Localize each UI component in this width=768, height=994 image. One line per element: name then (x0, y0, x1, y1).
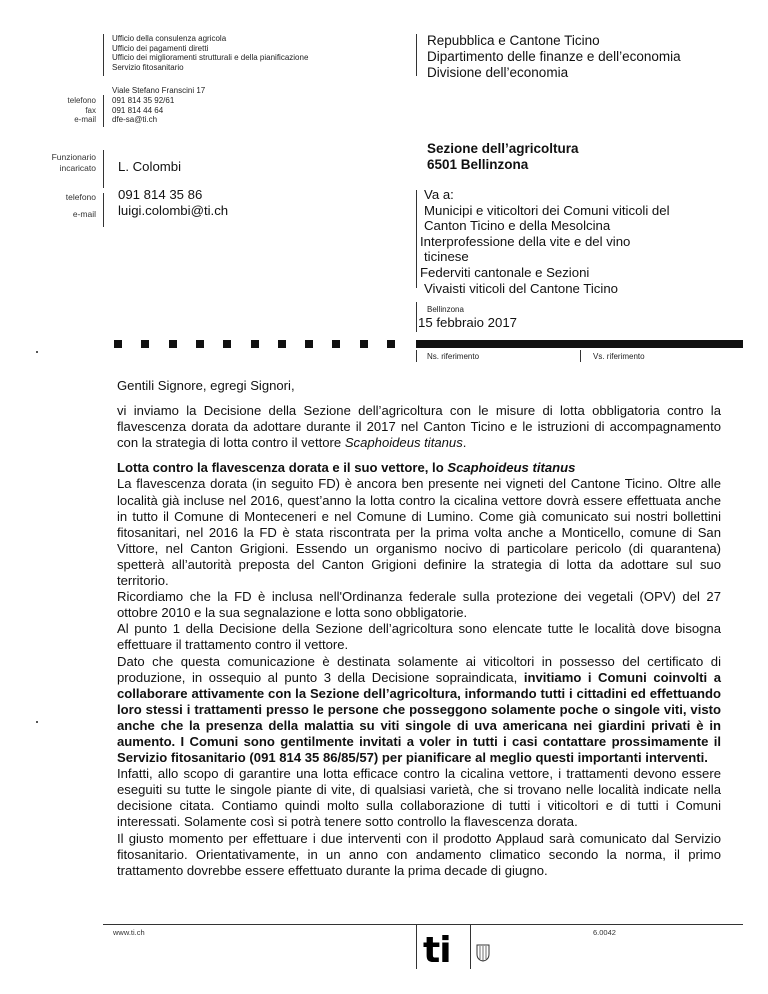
letter-body (117, 378, 721, 879)
official-email-label: e-mail (72, 209, 96, 219)
heading-species: Scaphoideus titanus (447, 460, 576, 476)
separator-square (387, 340, 395, 348)
intro-end: . (462, 435, 467, 451)
phone-label: telefono (67, 96, 96, 105)
separator-square (305, 340, 313, 348)
margin-dot (36, 351, 38, 353)
contact-rule (103, 95, 104, 127)
official-label-line: Funzionario (51, 152, 96, 162)
canton-shield-icon (476, 944, 490, 967)
separator-square (332, 340, 340, 348)
section-name: Sezione dell’agricoltura (427, 141, 579, 156)
contact-labels (40, 96, 96, 125)
footer-rule (103, 924, 743, 925)
office-phone: 091 814 35 92/61 (112, 96, 175, 105)
ti-logo: ti (423, 930, 451, 971)
ref-rule-ours (416, 350, 417, 362)
section-city: 6501 Bellinzona (427, 157, 529, 172)
office-line: Ufficio dei miglioramenti strutturali e della pianificazione (112, 53, 309, 62)
office-list (112, 34, 308, 72)
division-line: Divisione dell’economia (427, 65, 569, 80)
intro-paragraph (117, 403, 721, 451)
office-line: Servizio fitosanitario (112, 62, 184, 72)
fax-label: fax (85, 105, 96, 115)
ref-yours: Vs. riferimento (593, 352, 645, 361)
header-rule (103, 34, 104, 76)
republic-line: Repubblica e Cantone Ticino (427, 33, 600, 48)
intro-text: vi inviamo la Decisione della Sezione dell’agricoltura con le misure di lotta obbligatoria contro la flavescenza dorata da adottare durante il 2017 nel Canton Ticino e le istruzioni di accompagnamento con la strategia di lotta contro il vettore (117, 403, 721, 451)
official-label-line: incaricato (59, 163, 96, 173)
paragraph-treatments: Infatti, allo scopo di garantire una lotta efficace contro la cicalina vettore, i trattamenti devono essere eseguiti su tutte le singole piante di vite, di qualsiasi varietà, che si trovano nelle località indicate nella decisione citata. Contiamo quindi molto sulla collaborazione di tutti i viticoltori e di tutti i Comuni interessati. Solamente così si potrà tenere sotto controllo la flavescenza dorata. (117, 766, 721, 830)
municipalities-invitation: invitiamo i Comuni coinvolti a collaborare attivamente con la Sezione dell’agricoltura, informando tutti i cittadini ed effettuando loro stessi i trattamenti presso le persone che posseggono solamente poche o singole viti, visto anche che la presenza della malattia su viti singole di uva americana nei giardini privati è in aumento. I Comuni sono gentilmente invitati a voler in tutti i casi contattare prossimamente il Servizio fitosanitario (091 814 35 86/85/57) per pianificare al meglio questi importanti interventi. (117, 669, 721, 766)
intro-species: Scaphoideus titanus (344, 435, 463, 451)
recipient-line: Vivaisti viticoli del Cantone Ticino (424, 280, 618, 296)
contact-values (112, 96, 174, 125)
republic-block (427, 33, 681, 81)
official-phone-label: telefono (65, 192, 96, 202)
office-email: dfe-sa@ti.ch (112, 115, 158, 124)
office-line: Ufficio della consulenza agricola (112, 34, 227, 43)
office-line: Ufficio dei pagamenti diretti (112, 43, 209, 53)
paragraph-municipalities (117, 654, 721, 767)
footer-website: www.ti.ch (113, 928, 145, 937)
separator-square (360, 340, 368, 348)
official-name: L. Colombi (118, 159, 182, 174)
separator-square (251, 340, 259, 348)
office-address: Viale Stefano Franscini 17 (112, 86, 206, 95)
separator-square (169, 340, 177, 348)
separator-square (278, 340, 286, 348)
official-phone: 091 814 35 86 (118, 187, 203, 202)
paragraph-decision: Al punto 1 della Decisione della Sezione dell’agricoltura sono elencate tutte le località dove bisogna effettuare il trattamento contro il vettore. (117, 621, 721, 653)
date-rule (416, 302, 417, 332)
section-block (427, 141, 579, 173)
separator-bar (416, 340, 743, 348)
email-label: e-mail (74, 115, 96, 124)
recipient-line: Va a: (424, 187, 454, 202)
place: Bellinzona (427, 305, 464, 314)
separator-square (114, 340, 122, 348)
recipient-line: Interprofessione della vite e del vino (420, 233, 631, 249)
greeting: Gentili Signore, egregi Signori, (117, 378, 295, 393)
footer-code: 6.0042 (593, 928, 616, 937)
logo-rule-right (470, 924, 471, 969)
heading-text: Lotta contro la flavescenza dorata e il suo vettore, lo (117, 460, 448, 476)
official-contact-labels (20, 189, 96, 223)
ref-rule-yours (580, 350, 581, 362)
separator-square (141, 340, 149, 348)
official-contact-rule (103, 193, 104, 227)
paragraph-timing: Il giusto momento per effettuare i due interventi con il prodotto Applaud sarà comunicato dal Servizio fitosanitario. Orientativamente, in un anno con andamento climatico secondo la norma, il primo trattamento dovrebbe essere effettuato durante la prima decade di giugno. (117, 830, 721, 878)
recipient-line: Federviti cantonale e Sezioni (420, 264, 590, 280)
separator-square (196, 340, 204, 348)
official-label (20, 152, 96, 174)
margin-dot (36, 721, 38, 723)
ref-ours: Ns. riferimento (427, 352, 480, 361)
separator-square (223, 340, 231, 348)
official-email: luigi.colombi@ti.ch (118, 203, 229, 218)
date: 15 febbraio 2017 (418, 315, 517, 330)
recipients-block (420, 187, 670, 296)
office-fax: 091 814 44 64 (112, 105, 164, 115)
logo-rule-left (416, 924, 417, 969)
paragraph-opv: Ricordiamo che la FD è inclusa nell'Ordinanza federale sulla protezione dei vegetali (OPV) del 27 ottobre 2010 e la sua segnalazione e lotta sono obbligatorie. (117, 589, 721, 621)
department-line: Dipartimento delle finanze e dell’economia (427, 49, 681, 64)
recipient-line: Municipi e viticoltori dei Comuni viticoli del (424, 202, 670, 218)
republic-rule (416, 34, 417, 76)
official-contacts (118, 187, 228, 219)
recipients-rule (416, 190, 417, 288)
municipalities-text: Dato che questa comunicazione è destinata solamente ai viticoltori in possesso del certificato di produzione, in ossequio al punto 3 della Decisione sopraindicata, (117, 653, 721, 685)
recipient-line: Canton Ticino e della Mesolcina (424, 218, 611, 234)
official-rule (103, 150, 104, 188)
section-heading (117, 460, 721, 476)
paragraph-fd: La flavescenza dorata (in seguito FD) è ancora ben presente nei vigneti del Cantone Ticino. Oltre alle località già incluse nel 2016, quest’anno la lotta contro la cicalina vettore dovrà essere effettuata anche in tutto il Comune di Monteceneri e nel Comune di Lumino. Come già comunicato sui nostri bollettini fitosanitari, nel 2016 la FD è stata riscontrata per la prima volta anche a Monticello, comune di San Vittore, nel Canton Grigioni. Essendo un organismo nocivo di particolare pericolo (di quarantena) spetterà all’autorità preposta del Canton Grigioni definire la strategia di lotta da adottare sul suo territorio. (117, 476, 721, 589)
recipient-line: ticinese (424, 249, 469, 265)
